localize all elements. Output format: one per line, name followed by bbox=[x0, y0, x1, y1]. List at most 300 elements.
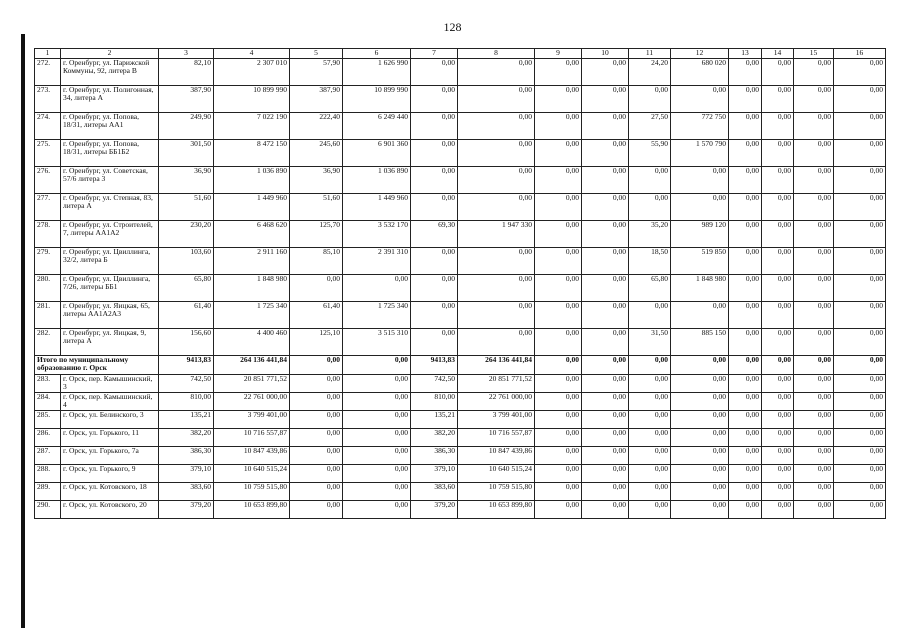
value-cell: 0,00 bbox=[535, 410, 582, 428]
value-cell: 0,00 bbox=[729, 500, 762, 518]
value-cell: 0,00 bbox=[794, 500, 834, 518]
value-cell: 0,00 bbox=[535, 220, 582, 247]
value-cell: 0,00 bbox=[343, 428, 411, 446]
value-cell: 0,00 bbox=[794, 482, 834, 500]
column-header: 16 bbox=[834, 49, 886, 59]
address-cell: г. Орск, ул. Горького, 9 bbox=[61, 464, 159, 482]
value-cell: 0,00 bbox=[794, 392, 834, 410]
value-cell: 0,00 bbox=[794, 166, 834, 193]
row-number: 287. bbox=[35, 446, 61, 464]
value-cell: 0,00 bbox=[834, 166, 886, 193]
value-cell: 0,00 bbox=[671, 464, 729, 482]
value-cell: 0,00 bbox=[762, 112, 794, 139]
value-cell: 0,00 bbox=[794, 139, 834, 166]
value-cell: 0,00 bbox=[834, 85, 886, 112]
row-number: 282. bbox=[35, 328, 61, 355]
value-cell: 0,00 bbox=[671, 482, 729, 500]
row-number: 281. bbox=[35, 301, 61, 328]
address-cell: г. Орск, ул. Котовского, 18 bbox=[61, 482, 159, 500]
table-row bbox=[35, 482, 886, 500]
column-header: 2 bbox=[61, 49, 159, 59]
value-cell: 0,00 bbox=[671, 428, 729, 446]
value-cell: 22 761 000,00 bbox=[214, 392, 290, 410]
table-row bbox=[35, 112, 886, 139]
row-number: 276. bbox=[35, 166, 61, 193]
value-cell: 0,00 bbox=[629, 301, 671, 328]
value-cell: 0,00 bbox=[290, 500, 343, 518]
value-cell: 103,60 bbox=[159, 247, 214, 274]
value-cell: 0,00 bbox=[582, 500, 629, 518]
value-cell: 0,00 bbox=[343, 464, 411, 482]
value-cell: 0,00 bbox=[762, 58, 794, 85]
value-cell: 0,00 bbox=[290, 428, 343, 446]
value-cell: 10 899 990 bbox=[214, 85, 290, 112]
value-cell: 0,00 bbox=[762, 428, 794, 446]
value-cell: 18,50 bbox=[629, 247, 671, 274]
value-cell: 10 640 515,24 bbox=[458, 464, 535, 482]
value-cell: 0,00 bbox=[671, 301, 729, 328]
value-cell: 0,00 bbox=[535, 446, 582, 464]
total-value-cell: 0,00 bbox=[729, 355, 762, 374]
address-cell: г. Орск, пер. Камышинский, 3 bbox=[61, 374, 159, 392]
value-cell: 0,00 bbox=[834, 139, 886, 166]
value-cell: 0,00 bbox=[762, 500, 794, 518]
value-cell: 6 249 440 bbox=[343, 112, 411, 139]
value-cell: 0,00 bbox=[762, 446, 794, 464]
value-cell: 0,00 bbox=[290, 482, 343, 500]
value-cell: 0,00 bbox=[411, 166, 458, 193]
value-cell: 36,90 bbox=[290, 166, 343, 193]
value-cell: 0,00 bbox=[629, 166, 671, 193]
address-cell: г. Оренбург, ул. Парижской Коммуны, 92, литера В bbox=[61, 58, 159, 85]
value-cell: 0,00 bbox=[629, 482, 671, 500]
value-cell: 0,00 bbox=[629, 392, 671, 410]
value-cell: 386,30 bbox=[411, 446, 458, 464]
value-cell: 0,00 bbox=[729, 428, 762, 446]
column-header: 1 bbox=[35, 49, 61, 59]
total-label: Итого по муниципальному образованию г. Орск bbox=[35, 355, 159, 374]
address-cell: г. Оренбург, ул. Попова, 18/31, литеры ББ1Б2 bbox=[61, 139, 159, 166]
value-cell: 0,00 bbox=[794, 274, 834, 301]
value-cell: 0,00 bbox=[794, 428, 834, 446]
page-edge-bar bbox=[21, 34, 25, 628]
value-cell: 1 570 790 bbox=[671, 139, 729, 166]
value-cell: 0,00 bbox=[535, 392, 582, 410]
row-number: 285. bbox=[35, 410, 61, 428]
value-cell: 0,00 bbox=[729, 482, 762, 500]
value-cell: 0,00 bbox=[582, 274, 629, 301]
value-cell: 0,00 bbox=[834, 410, 886, 428]
value-cell: 0,00 bbox=[671, 374, 729, 392]
value-cell: 36,90 bbox=[159, 166, 214, 193]
value-cell: 0,00 bbox=[629, 193, 671, 220]
value-cell: 0,00 bbox=[729, 58, 762, 85]
value-cell: 0,00 bbox=[834, 374, 886, 392]
total-value-cell: 264 136 441,84 bbox=[214, 355, 290, 374]
value-cell: 0,00 bbox=[582, 247, 629, 274]
value-cell: 0,00 bbox=[762, 247, 794, 274]
value-cell: 742,50 bbox=[159, 374, 214, 392]
total-value-cell: 0,00 bbox=[343, 355, 411, 374]
total-row bbox=[35, 355, 886, 374]
total-value-cell: 0,00 bbox=[671, 355, 729, 374]
value-cell: 8 472 150 bbox=[214, 139, 290, 166]
value-cell: 0,00 bbox=[762, 374, 794, 392]
value-cell: 85,10 bbox=[290, 247, 343, 274]
table-row bbox=[35, 220, 886, 247]
address-cell: г. Орск, ул. Горького, 7а bbox=[61, 446, 159, 464]
value-cell: 0,00 bbox=[729, 446, 762, 464]
value-cell: 0,00 bbox=[729, 247, 762, 274]
value-cell: 0,00 bbox=[582, 112, 629, 139]
value-cell: 0,00 bbox=[343, 446, 411, 464]
value-cell: 0,00 bbox=[629, 446, 671, 464]
value-cell: 0,00 bbox=[535, 85, 582, 112]
column-header: 5 bbox=[290, 49, 343, 59]
value-cell: 0,00 bbox=[729, 166, 762, 193]
value-cell: 0,00 bbox=[762, 193, 794, 220]
address-cell: г. Оренбург, ул. Цвиллинга, 32/2, литера Б bbox=[61, 247, 159, 274]
value-cell: 0,00 bbox=[582, 85, 629, 112]
table-row bbox=[35, 500, 886, 518]
value-cell: 55,90 bbox=[629, 139, 671, 166]
value-cell: 0,00 bbox=[629, 85, 671, 112]
total-value-cell: 0,00 bbox=[794, 355, 834, 374]
value-cell: 0,00 bbox=[834, 464, 886, 482]
value-cell: 0,00 bbox=[290, 374, 343, 392]
value-cell: 222,40 bbox=[290, 112, 343, 139]
value-cell: 0,00 bbox=[535, 301, 582, 328]
address-cell: г. Орск, ул. Горького, 11 bbox=[61, 428, 159, 446]
value-cell: 0,00 bbox=[671, 166, 729, 193]
value-cell: 0,00 bbox=[729, 392, 762, 410]
value-cell: 57,90 bbox=[290, 58, 343, 85]
value-cell: 0,00 bbox=[535, 274, 582, 301]
address-cell: г. Орск, ул. Котовского, 20 bbox=[61, 500, 159, 518]
value-cell: 0,00 bbox=[794, 446, 834, 464]
value-cell: 135,21 bbox=[411, 410, 458, 428]
value-cell: 0,00 bbox=[458, 58, 535, 85]
value-cell: 20 851 771,52 bbox=[214, 374, 290, 392]
value-cell: 51,60 bbox=[290, 193, 343, 220]
value-cell: 2 911 160 bbox=[214, 247, 290, 274]
value-cell: 0,00 bbox=[582, 139, 629, 166]
table-row bbox=[35, 139, 886, 166]
value-cell: 0,00 bbox=[729, 301, 762, 328]
table-row bbox=[35, 301, 886, 328]
value-cell: 382,20 bbox=[159, 428, 214, 446]
value-cell: 0,00 bbox=[582, 428, 629, 446]
table-row bbox=[35, 446, 886, 464]
value-cell: 125,10 bbox=[290, 328, 343, 355]
value-cell: 156,60 bbox=[159, 328, 214, 355]
value-cell: 230,20 bbox=[159, 220, 214, 247]
value-cell: 1 848 980 bbox=[671, 274, 729, 301]
value-cell: 0,00 bbox=[794, 464, 834, 482]
value-cell: 82,10 bbox=[159, 58, 214, 85]
value-cell: 6 468 620 bbox=[214, 220, 290, 247]
value-cell: 383,60 bbox=[159, 482, 214, 500]
table-row bbox=[35, 58, 886, 85]
value-cell: 0,00 bbox=[343, 410, 411, 428]
value-cell: 0,00 bbox=[671, 85, 729, 112]
value-cell: 379,20 bbox=[411, 500, 458, 518]
value-cell: 0,00 bbox=[762, 482, 794, 500]
value-cell: 0,00 bbox=[834, 428, 886, 446]
column-header: 10 bbox=[582, 49, 629, 59]
value-cell: 0,00 bbox=[762, 328, 794, 355]
value-cell: 810,00 bbox=[411, 392, 458, 410]
value-cell: 0,00 bbox=[762, 220, 794, 247]
table-row bbox=[35, 428, 886, 446]
value-cell: 0,00 bbox=[834, 392, 886, 410]
value-cell: 0,00 bbox=[582, 446, 629, 464]
row-number: 274. bbox=[35, 112, 61, 139]
value-cell: 0,00 bbox=[411, 139, 458, 166]
value-cell: 0,00 bbox=[458, 193, 535, 220]
value-cell: 680 020 bbox=[671, 58, 729, 85]
value-cell: 0,00 bbox=[762, 274, 794, 301]
value-cell: 0,00 bbox=[834, 58, 886, 85]
value-cell: 0,00 bbox=[834, 247, 886, 274]
value-cell: 0,00 bbox=[834, 482, 886, 500]
value-cell: 0,00 bbox=[794, 247, 834, 274]
value-cell: 61,40 bbox=[290, 301, 343, 328]
value-cell: 0,00 bbox=[458, 247, 535, 274]
header-row bbox=[35, 49, 886, 59]
row-number: 283. bbox=[35, 374, 61, 392]
value-cell: 810,00 bbox=[159, 392, 214, 410]
value-cell: 10 759 515,80 bbox=[214, 482, 290, 500]
value-cell: 0,00 bbox=[762, 166, 794, 193]
column-header: 3 bbox=[159, 49, 214, 59]
value-cell: 0,00 bbox=[411, 247, 458, 274]
value-cell: 125,70 bbox=[290, 220, 343, 247]
value-cell: 0,00 bbox=[343, 374, 411, 392]
value-cell: 0,00 bbox=[794, 193, 834, 220]
value-cell: 0,00 bbox=[762, 464, 794, 482]
value-cell: 0,00 bbox=[629, 428, 671, 446]
value-cell: 0,00 bbox=[729, 464, 762, 482]
value-cell: 0,00 bbox=[729, 410, 762, 428]
value-cell: 0,00 bbox=[671, 446, 729, 464]
value-cell: 3 532 170 bbox=[343, 220, 411, 247]
value-cell: 0,00 bbox=[535, 247, 582, 274]
value-cell: 0,00 bbox=[762, 410, 794, 428]
value-cell: 0,00 bbox=[794, 328, 834, 355]
table-row bbox=[35, 410, 886, 428]
value-cell: 0,00 bbox=[834, 274, 886, 301]
total-value-cell: 0,00 bbox=[629, 355, 671, 374]
value-cell: 1 449 960 bbox=[343, 193, 411, 220]
value-cell: 1 725 340 bbox=[343, 301, 411, 328]
address-cell: г. Оренбург, ул. Яицкая, 65, литеры АА1А2А3 bbox=[61, 301, 159, 328]
value-cell: 0,00 bbox=[794, 112, 834, 139]
value-cell: 0,00 bbox=[834, 193, 886, 220]
value-cell: 69,30 bbox=[411, 220, 458, 247]
value-cell: 0,00 bbox=[834, 500, 886, 518]
value-cell: 0,00 bbox=[535, 328, 582, 355]
value-cell: 1 848 980 bbox=[214, 274, 290, 301]
address-cell: г. Орск, ул. Белинского, 3 bbox=[61, 410, 159, 428]
value-cell: 0,00 bbox=[729, 328, 762, 355]
value-cell: 10 653 899,80 bbox=[214, 500, 290, 518]
value-cell: 0,00 bbox=[762, 139, 794, 166]
value-cell: 0,00 bbox=[582, 193, 629, 220]
value-cell: 3 799 401,00 bbox=[214, 410, 290, 428]
value-cell: 0,00 bbox=[458, 166, 535, 193]
page-number: 128 bbox=[443, 20, 462, 34]
total-value-cell: 0,00 bbox=[834, 355, 886, 374]
value-cell: 0,00 bbox=[834, 446, 886, 464]
value-cell: 1 947 330 bbox=[458, 220, 535, 247]
value-cell: 0,00 bbox=[582, 301, 629, 328]
value-cell: 0,00 bbox=[290, 274, 343, 301]
value-cell: 379,10 bbox=[411, 464, 458, 482]
column-header: 13 bbox=[729, 49, 762, 59]
value-cell: 0,00 bbox=[535, 193, 582, 220]
total-value-cell: 0,00 bbox=[535, 355, 582, 374]
total-value-cell: 264 136 441,84 bbox=[458, 355, 535, 374]
value-cell: 0,00 bbox=[582, 58, 629, 85]
value-cell: 0,00 bbox=[582, 374, 629, 392]
value-cell: 4 400 460 bbox=[214, 328, 290, 355]
value-cell: 0,00 bbox=[458, 328, 535, 355]
value-cell: 0,00 bbox=[535, 464, 582, 482]
column-header: 15 bbox=[794, 49, 834, 59]
value-cell: 0,00 bbox=[582, 166, 629, 193]
value-cell: 0,00 bbox=[762, 85, 794, 112]
value-cell: 0,00 bbox=[794, 58, 834, 85]
total-value-cell: 0,00 bbox=[582, 355, 629, 374]
value-cell: 35,20 bbox=[629, 220, 671, 247]
row-number: 275. bbox=[35, 139, 61, 166]
value-cell: 0,00 bbox=[458, 85, 535, 112]
value-cell: 0,00 bbox=[794, 85, 834, 112]
value-cell: 0,00 bbox=[458, 301, 535, 328]
value-cell: 0,00 bbox=[729, 274, 762, 301]
value-cell: 1 036 890 bbox=[214, 166, 290, 193]
value-cell: 0,00 bbox=[629, 374, 671, 392]
value-cell: 0,00 bbox=[729, 112, 762, 139]
value-cell: 1 725 340 bbox=[214, 301, 290, 328]
value-cell: 0,00 bbox=[834, 220, 886, 247]
value-cell: 10 716 557,87 bbox=[214, 428, 290, 446]
address-cell: г. Оренбург, ул. Строителей, 7, литеры АА1А2 bbox=[61, 220, 159, 247]
value-cell: 0,00 bbox=[458, 274, 535, 301]
value-cell: 2 307 010 bbox=[214, 58, 290, 85]
value-cell: 0,00 bbox=[794, 301, 834, 328]
row-number: 272. bbox=[35, 58, 61, 85]
value-cell: 0,00 bbox=[343, 392, 411, 410]
value-cell: 0,00 bbox=[535, 166, 582, 193]
value-cell: 1 036 890 bbox=[343, 166, 411, 193]
address-cell: г. Оренбург, ул. Цвиллинга, 7/26, литеры ББ1 bbox=[61, 274, 159, 301]
table-body bbox=[35, 49, 886, 519]
column-header: 11 bbox=[629, 49, 671, 59]
address-cell: г. Оренбург, ул. Яицкая, 9, литера А bbox=[61, 328, 159, 355]
value-cell: 0,00 bbox=[535, 482, 582, 500]
value-cell: 24,20 bbox=[629, 58, 671, 85]
value-cell: 10 847 439,86 bbox=[458, 446, 535, 464]
column-header: 14 bbox=[762, 49, 794, 59]
value-cell: 0,00 bbox=[535, 500, 582, 518]
value-cell: 0,00 bbox=[582, 220, 629, 247]
value-cell: 0,00 bbox=[729, 85, 762, 112]
value-cell: 989 120 bbox=[671, 220, 729, 247]
value-cell: 0,00 bbox=[729, 220, 762, 247]
row-number: 273. bbox=[35, 85, 61, 112]
value-cell: 2 391 310 bbox=[343, 247, 411, 274]
value-cell: 0,00 bbox=[535, 139, 582, 166]
value-cell: 6 901 360 bbox=[343, 139, 411, 166]
column-header: 7 bbox=[411, 49, 458, 59]
value-cell: 382,20 bbox=[411, 428, 458, 446]
value-cell: 885 150 bbox=[671, 328, 729, 355]
value-cell: 0,00 bbox=[411, 274, 458, 301]
value-cell: 0,00 bbox=[729, 193, 762, 220]
address-cell: г. Оренбург, ул. Попова, 18/31, литеры АА1 bbox=[61, 112, 159, 139]
address-cell: г. Орск, пер. Камышинский, 4 bbox=[61, 392, 159, 410]
value-cell: 10 716 557,87 bbox=[458, 428, 535, 446]
value-cell: 0,00 bbox=[411, 328, 458, 355]
address-cell: г. Оренбург, ул. Степная, 83, литера А bbox=[61, 193, 159, 220]
value-cell: 10 759 515,80 bbox=[458, 482, 535, 500]
value-cell: 0,00 bbox=[582, 392, 629, 410]
value-cell: 0,00 bbox=[458, 112, 535, 139]
value-cell: 20 851 771,52 bbox=[458, 374, 535, 392]
value-cell: 135,21 bbox=[159, 410, 214, 428]
value-cell: 0,00 bbox=[794, 410, 834, 428]
value-cell: 0,00 bbox=[411, 193, 458, 220]
table-row bbox=[35, 328, 886, 355]
value-cell: 0,00 bbox=[535, 374, 582, 392]
row-number: 289. bbox=[35, 482, 61, 500]
value-cell: 0,00 bbox=[343, 482, 411, 500]
total-value-cell: 0,00 bbox=[762, 355, 794, 374]
value-cell: 1 626 990 bbox=[343, 58, 411, 85]
column-header: 9 bbox=[535, 49, 582, 59]
table-row bbox=[35, 374, 886, 392]
value-cell: 0,00 bbox=[671, 193, 729, 220]
value-cell: 0,00 bbox=[582, 482, 629, 500]
value-cell: 0,00 bbox=[290, 464, 343, 482]
value-cell: 0,00 bbox=[411, 112, 458, 139]
value-cell: 0,00 bbox=[671, 410, 729, 428]
value-cell: 7 022 190 bbox=[214, 112, 290, 139]
table-row bbox=[35, 166, 886, 193]
value-cell: 387,90 bbox=[159, 85, 214, 112]
value-cell: 0,00 bbox=[290, 392, 343, 410]
row-number: 279. bbox=[35, 247, 61, 274]
column-header: 6 bbox=[343, 49, 411, 59]
value-cell: 0,00 bbox=[582, 410, 629, 428]
value-cell: 10 899 990 bbox=[343, 85, 411, 112]
value-cell: 1 449 960 bbox=[214, 193, 290, 220]
value-cell: 65,80 bbox=[159, 274, 214, 301]
value-cell: 0,00 bbox=[535, 58, 582, 85]
value-cell: 0,00 bbox=[290, 446, 343, 464]
value-cell: 0,00 bbox=[834, 112, 886, 139]
value-cell: 27,50 bbox=[629, 112, 671, 139]
value-cell: 0,00 bbox=[411, 85, 458, 112]
total-value-cell: 9413,83 bbox=[411, 355, 458, 374]
value-cell: 742,50 bbox=[411, 374, 458, 392]
value-cell: 0,00 bbox=[834, 328, 886, 355]
value-cell: 0,00 bbox=[582, 464, 629, 482]
value-cell: 0,00 bbox=[343, 274, 411, 301]
value-cell: 10 847 439,86 bbox=[214, 446, 290, 464]
